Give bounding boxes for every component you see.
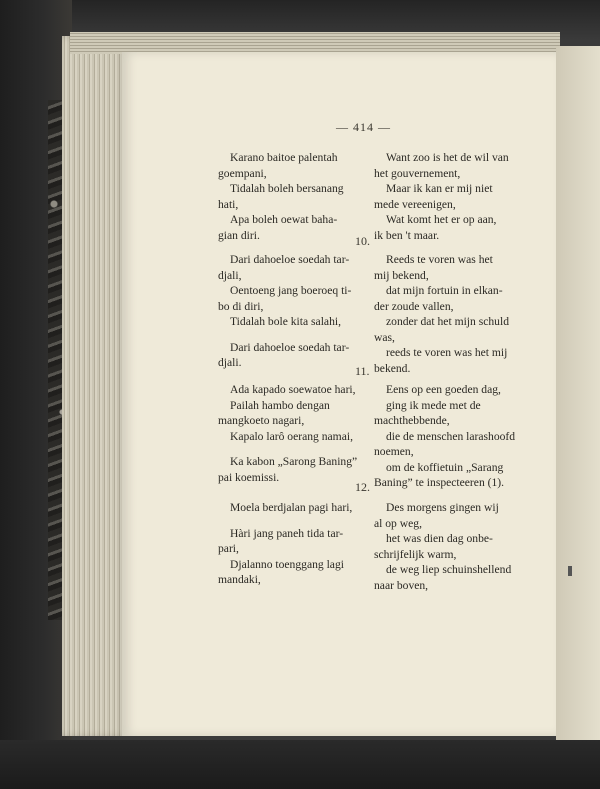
stanza-line: Dari dahoeloe soedah tar- xyxy=(230,340,350,354)
stanza-line: Pailah hambo dengan xyxy=(230,398,330,412)
stanza-line: mangkoeto nagari, xyxy=(218,414,305,427)
stanza-line: zonder dat het mijn schuld xyxy=(386,315,509,328)
stanza-0-malay xyxy=(218,150,350,243)
stanza-line: noemen, xyxy=(374,445,414,458)
stanza-line: reeds te voren was het mij xyxy=(386,346,508,359)
stanza-line: Dari dahoeloe soedah tar- xyxy=(230,253,350,266)
stanza-line: djali. xyxy=(218,356,242,369)
stanza-11-malay xyxy=(218,382,358,485)
stanza-line: was, xyxy=(374,330,395,344)
stanza-line: Ka kabon „Sarong Baning” xyxy=(230,455,358,468)
stanza-line: het was dien dag onbe- xyxy=(386,532,493,545)
page-number: — 414 — xyxy=(336,120,391,134)
stanza-line: pari, xyxy=(218,542,239,555)
stanza-line: ik ben 't maar. xyxy=(374,228,440,242)
stanza-line: dat mijn fortuin in elkan- xyxy=(386,284,503,297)
stanza-number: 11. xyxy=(355,364,370,378)
stanza-line: Want zoo is het de wil van xyxy=(386,151,509,164)
stanza-line: Tidalah boleh bersanang xyxy=(230,182,344,195)
stanza-line: mandaki, xyxy=(218,573,261,586)
stanza-12-dutch xyxy=(374,500,512,593)
stanza-number: 10. xyxy=(355,234,370,248)
stanza-line: Kapalo larô oerang namai, xyxy=(230,429,353,443)
stanza-line: Baning” te inspecteeren (1). xyxy=(374,476,505,489)
stanza-10-dutch xyxy=(374,252,508,376)
stanza-line: Des morgens gingen wij xyxy=(386,501,499,514)
stanza-number: 12. xyxy=(355,480,370,494)
book-top-edge xyxy=(70,32,560,54)
stanza-line: die de menschen larashoofd xyxy=(386,429,516,443)
stanza-10-malay xyxy=(218,252,350,371)
stanza-line: mede vereenigen, xyxy=(374,197,456,211)
stanza-line: mij bekend, xyxy=(374,268,429,282)
stanza-line: Maar ik kan er mij niet xyxy=(386,182,493,195)
stanza-line: Djalanno toenggang lagi xyxy=(230,557,344,571)
stanza-line: Ada kapado soewatoe hari, xyxy=(230,383,356,396)
stanza-line: Wat komt het er op aan, xyxy=(386,213,497,226)
stanza-spacer xyxy=(218,516,350,526)
stanza-line: schrijfelijk warm, xyxy=(374,547,457,561)
stanza-12-malay xyxy=(218,500,353,588)
stanza-line: al op weg, xyxy=(374,516,422,530)
stanza-spacer xyxy=(218,330,350,340)
stanza-line: bekend. xyxy=(374,361,411,375)
stanza-line: pai koemissi. xyxy=(218,470,280,484)
stanza-line: om de koffietuin „Sarang xyxy=(386,460,504,474)
stanza-line: gian diri. xyxy=(218,228,260,242)
stanza-line: Eens op een goeden dag, xyxy=(386,383,501,396)
stanza-line: hati, xyxy=(218,197,239,211)
stanza-0-dutch xyxy=(374,150,508,243)
stanza-line: Tidalah bole kita salahi, xyxy=(230,315,341,328)
stanza-line: Apa boleh oewat baha- xyxy=(230,213,338,226)
stanza-line: Karano baitoe palentah xyxy=(230,151,338,164)
stanza-line: ging ik mede met de xyxy=(386,398,481,412)
stanza-line: de weg liep schuinshellend xyxy=(386,563,512,576)
stanza-line: naar boven, xyxy=(374,578,429,592)
stanza-spacer xyxy=(218,444,350,454)
book-page-edges xyxy=(62,36,128,736)
stanza-line: Hàri jang paneh tida tar- xyxy=(230,526,344,540)
page-mark xyxy=(568,566,572,576)
stanza-line: goempani, xyxy=(218,166,267,180)
stanza-line: djali, xyxy=(218,268,242,282)
stanza-line: der zoude vallen, xyxy=(374,299,454,313)
stanza-line: bo di diri, xyxy=(218,299,264,313)
stanza-line: Moela berdjalan pagi hari, xyxy=(230,501,353,514)
stanza-line: Reeds te voren was het xyxy=(386,253,493,266)
stanza-line: het gouvernement, xyxy=(374,166,461,180)
stanza-11-dutch xyxy=(374,382,516,491)
background-bottom xyxy=(0,740,600,789)
stanza-line: Oentoeng jang boeroeq ti- xyxy=(230,284,352,297)
stanza-line: machthebbende, xyxy=(374,414,450,427)
facing-page-edge xyxy=(556,46,600,740)
